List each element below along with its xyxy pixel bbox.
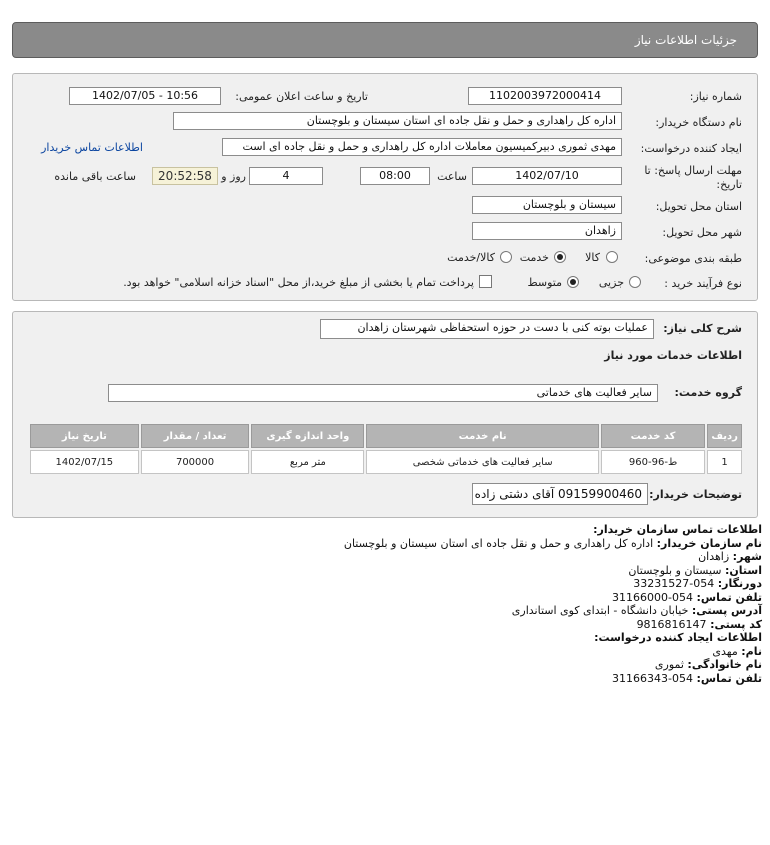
desc-label: شرح کلی نیاز: bbox=[663, 322, 742, 335]
creator-first-name: نام: مهدی bbox=[712, 644, 762, 658]
category-option-goods-service: کالا/خدمت bbox=[447, 251, 495, 264]
remaining-label: ساعت باقی مانده bbox=[54, 170, 136, 183]
creator-last-name: نام خانوادگی: ثموری bbox=[654, 658, 762, 671]
buyer-org-field[interactable]: اداره کل راهداری و حمل و نقل جاده ای استان سیستان و بلوچستان bbox=[173, 112, 622, 130]
treasury-payment-text: پرداخت تمام یا بخشی از مبلغ خرید،از محل "اسناد خزانه اسلامی" خواهد بود. bbox=[123, 276, 474, 289]
announce-label: تاریخ و ساعت اعلان عمومی: bbox=[235, 90, 368, 103]
contact-fax: دورنگار: 054-33231527 bbox=[633, 577, 762, 590]
need-info-panel bbox=[12, 73, 758, 301]
services-title: اطلاعات خدمات مورد نیاز bbox=[604, 349, 742, 362]
need-number-field[interactable]: 1102003972000414 bbox=[468, 87, 622, 105]
cell-unit: متر مربع bbox=[251, 450, 364, 474]
creator-phone: تلفن تماس: 054-31166343 bbox=[612, 671, 762, 685]
cell-name: سایر فعالیت های خدماتی شخصی bbox=[366, 450, 599, 474]
days-label: روز و bbox=[221, 170, 246, 183]
contact-info-block bbox=[344, 523, 762, 685]
buyer-org-label: نام دستگاه خریدار: bbox=[655, 116, 742, 129]
remaining-time-box: 20:52:58 bbox=[152, 167, 218, 185]
creator-field[interactable]: مهدی ثموری دبیرکمیسیون معاملات اداره کل راهداری و حمل و نقل جاده ای است bbox=[222, 138, 622, 156]
deadline-label-line2: تاریخ: bbox=[716, 178, 742, 191]
contact-address: آدرس پستی: خیابان دانشگاه - ابتدای کوی استانداری bbox=[511, 604, 762, 617]
announce-field[interactable]: 1402/07/05 - 10:56 bbox=[69, 87, 221, 105]
process-label: نوع فرآیند خرید : bbox=[664, 277, 742, 290]
cell-quantity: 700000 bbox=[141, 450, 250, 474]
creator-heading: اطلاعات ایجاد کننده درخواست: bbox=[594, 631, 762, 644]
table-row bbox=[30, 450, 742, 474]
process-option-medium: متوسط bbox=[527, 276, 562, 289]
cell-row-no: 1 bbox=[707, 450, 742, 474]
category-label: طبقه بندی موضوعی: bbox=[644, 252, 742, 265]
page-title: جزئیات اطلاعات نیاز bbox=[634, 33, 737, 47]
col-header-row-no: ردیف bbox=[707, 424, 742, 448]
table-header-row bbox=[30, 424, 742, 448]
col-header-name: نام خدمت bbox=[366, 424, 599, 448]
buyer-notes-field: 09159900460 آقای دشتی زاده bbox=[472, 483, 648, 505]
col-header-unit: واحد اندازه گیری bbox=[251, 424, 364, 448]
contact-org-name: نام سازمان خریدار: اداره کل راهداری و حمل و نقل جاده ای استان سیستان و بلوچستان bbox=[343, 536, 762, 550]
buyer-contact-link[interactable]: اطلاعات تماس خریدار bbox=[41, 141, 143, 154]
contact-city: شهر: زاهدان bbox=[698, 550, 762, 563]
contact-phone: تلفن تماس: 054-31166000 bbox=[612, 590, 762, 604]
treasury-checkbox[interactable] bbox=[479, 275, 492, 288]
buyer-notes-label: توضیحات خریدار: bbox=[649, 488, 742, 501]
time-label: ساعت bbox=[437, 170, 467, 183]
category-option-service: خدمت bbox=[519, 251, 549, 264]
contact-postal-code: کد پستی: 9816816147 bbox=[636, 617, 762, 631]
city-field[interactable]: زاهدان bbox=[472, 222, 622, 240]
desc-field: عملیات بوته کنی با دست در حوزه استحفاظی شهرستان زاهدان bbox=[320, 319, 654, 339]
group-label: گروه خدمت: bbox=[674, 386, 742, 399]
process-option-minor: جزیی bbox=[598, 276, 624, 289]
deadline-date-field[interactable]: 1402/07/10 bbox=[472, 167, 622, 185]
cell-date: 1402/07/15 bbox=[30, 450, 139, 474]
process-radio-minor[interactable] bbox=[629, 276, 641, 288]
deadline-time-field[interactable]: 08:00 bbox=[360, 167, 430, 185]
province-label: استان محل تحویل: bbox=[655, 200, 742, 213]
contact-org-heading: اطلاعات تماس سازمان خریدار: bbox=[593, 523, 762, 536]
col-header-code: کد خدمت bbox=[601, 424, 705, 448]
category-radio-goods-service[interactable] bbox=[500, 251, 512, 263]
province-field[interactable]: سیستان و بلوچستان bbox=[472, 196, 622, 214]
deadline-label-line1: مهلت ارسال پاسخ: تا bbox=[644, 164, 742, 177]
category-option-goods: کالا bbox=[585, 251, 600, 264]
days-field[interactable]: 4 bbox=[249, 167, 323, 185]
contact-province: استان: سیستان و بلوچستان bbox=[628, 563, 762, 577]
col-header-date: تاریخ نیاز bbox=[30, 424, 139, 448]
group-field[interactable]: سایر فعالیت های خدماتی bbox=[108, 384, 658, 402]
category-radio-goods[interactable] bbox=[606, 251, 618, 263]
page-header bbox=[12, 22, 758, 58]
process-radio-medium[interactable] bbox=[567, 276, 579, 288]
city-label: شهر محل تحویل: bbox=[662, 226, 742, 239]
need-number-label: شماره نیاز: bbox=[689, 90, 742, 103]
creator-label: ایجاد کننده درخواست: bbox=[640, 142, 742, 155]
category-radio-service[interactable] bbox=[554, 251, 566, 263]
cell-code: ط-96-960 bbox=[601, 450, 705, 474]
col-header-quantity: تعداد / مقدار bbox=[141, 424, 250, 448]
services-table bbox=[28, 422, 744, 476]
